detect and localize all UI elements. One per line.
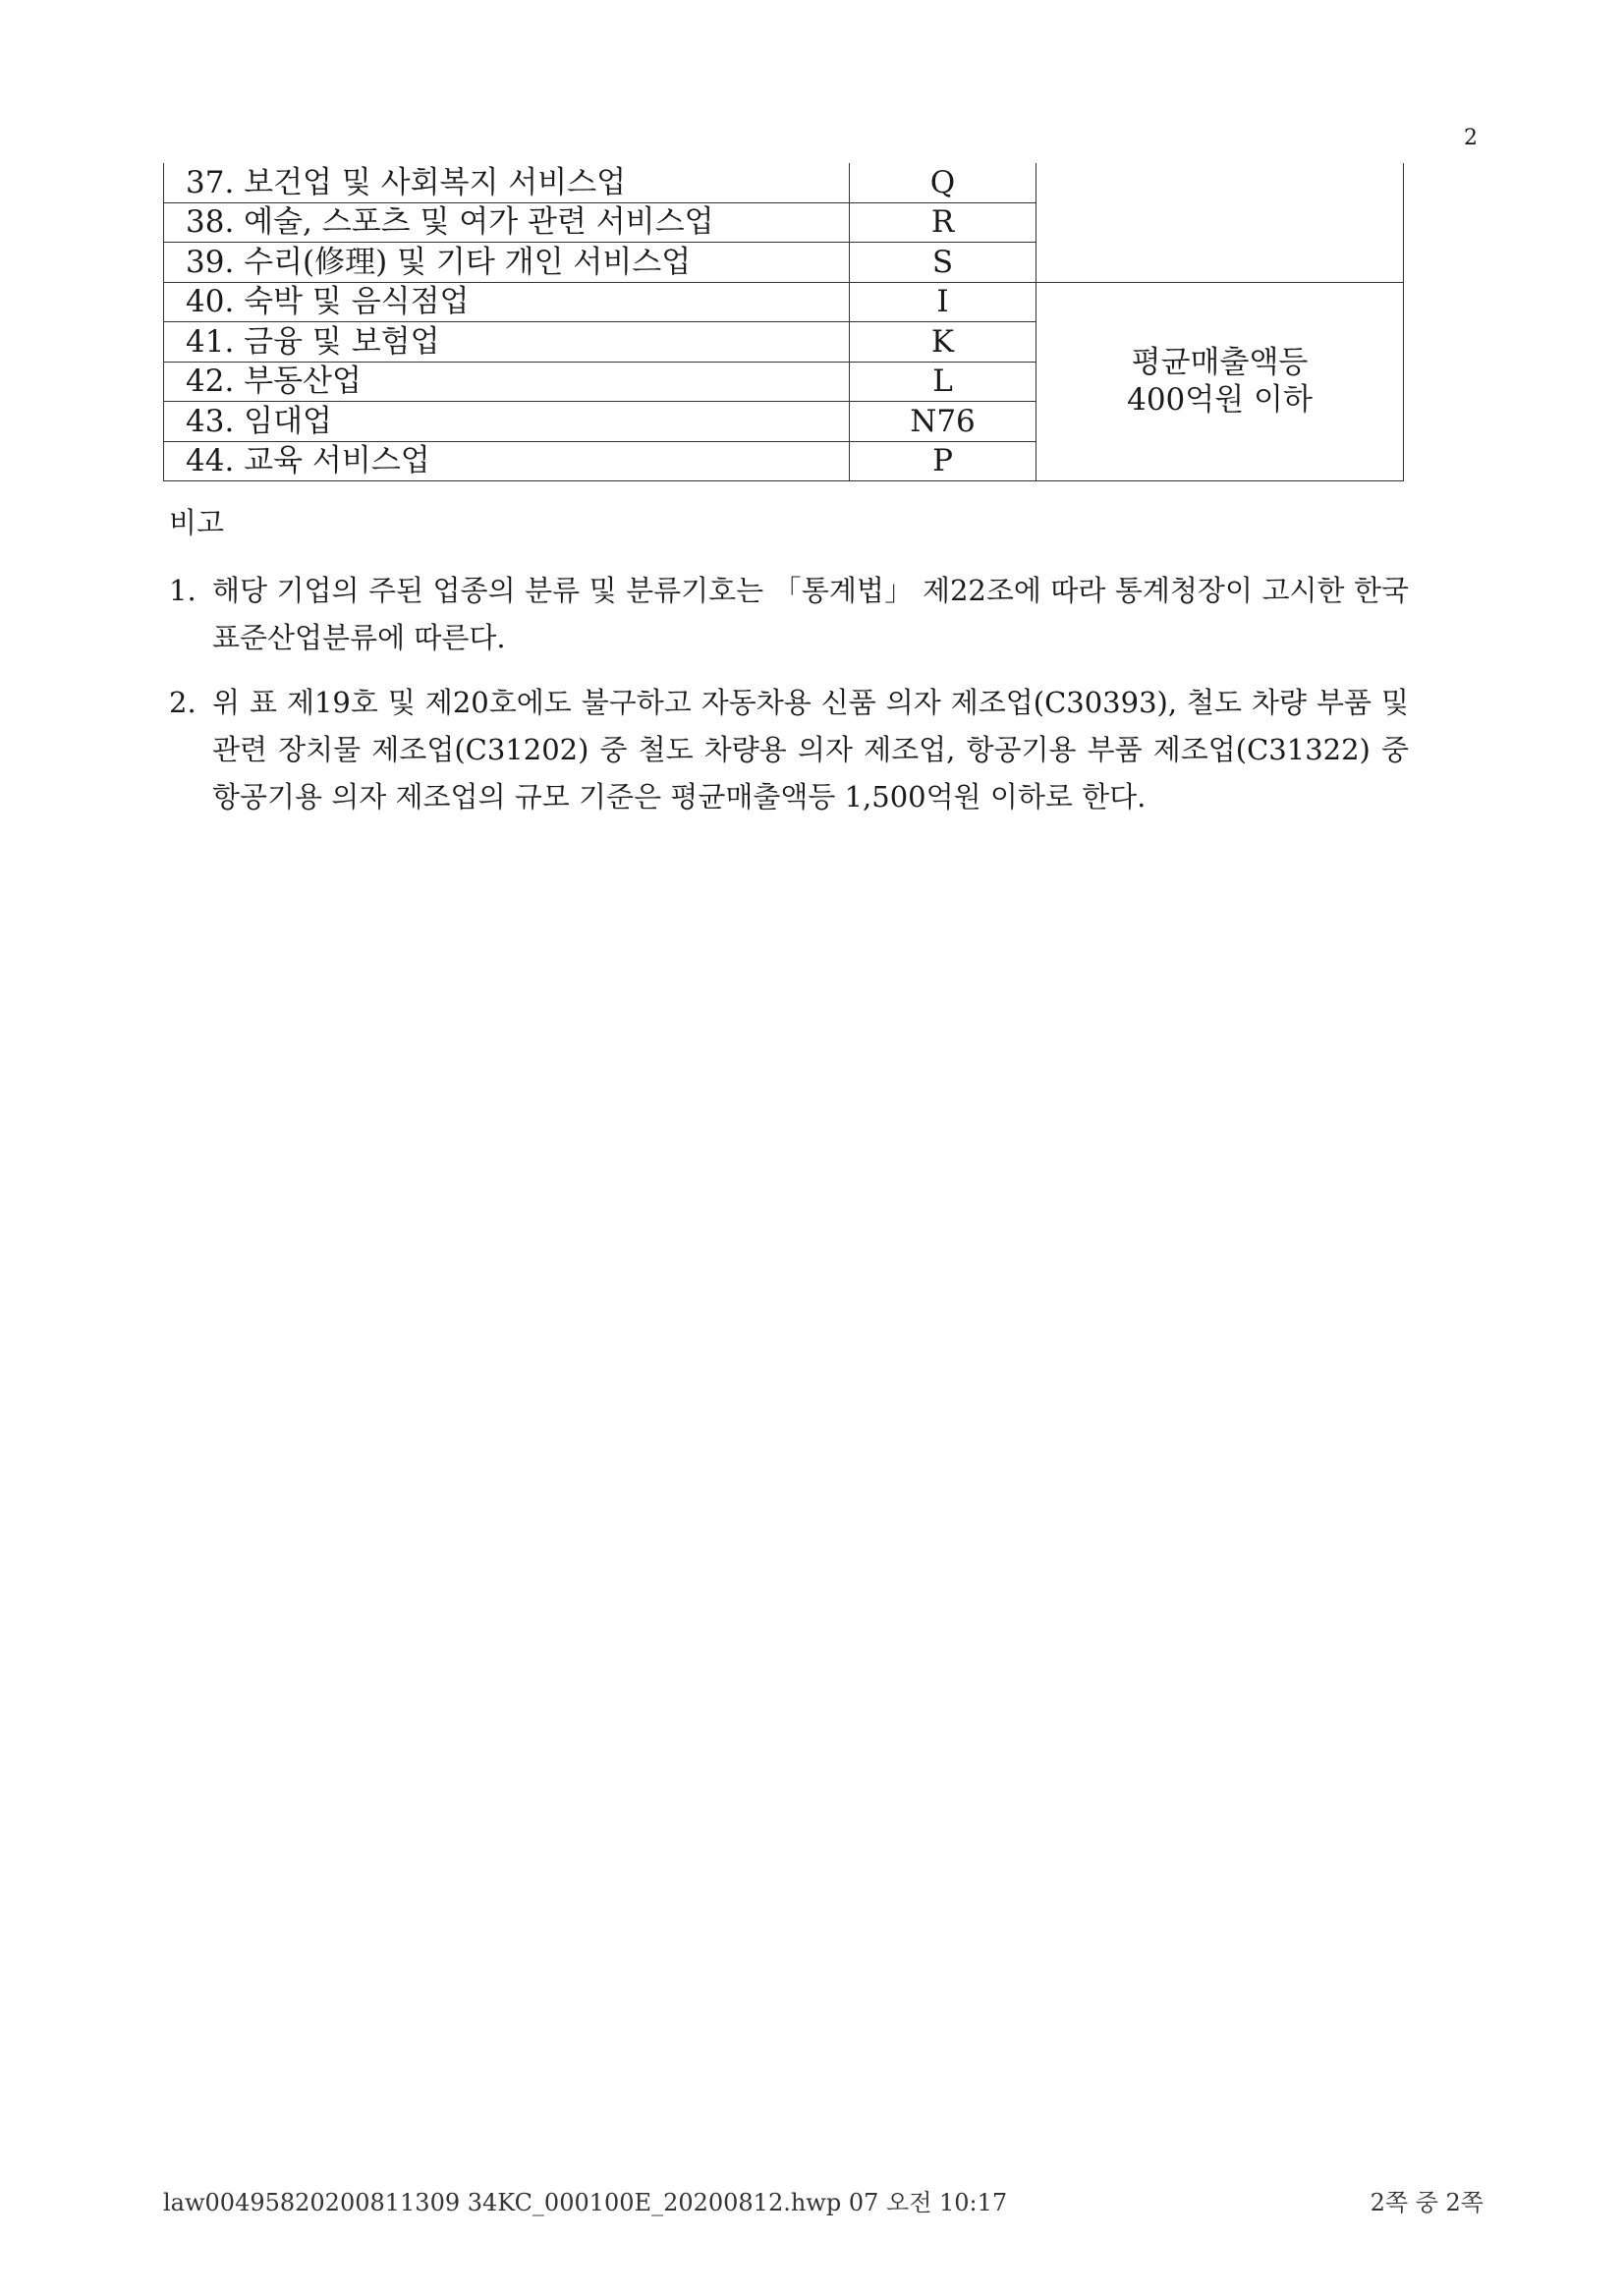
- size-standard-cell-continued: [1036, 163, 1404, 282]
- remark-item: [169, 679, 1409, 820]
- industry-name: 37. 보건업 및 사회복지 서비스업: [164, 163, 850, 202]
- remark-text: 위 표 제19호 및 제20호에도 불구하고 자동차용 신품 의자 제조업(C30393), 철도 차량 부품 및 관련 장치물 제조업(C31202) 중 철도 차량용 의자 제조업, 항공기용 부품 제조업(C31322) 중 항공기용 의자 제조업의 규모 기준은 평균매출액등 1,500억원 이하로 한다.: [212, 686, 1409, 813]
- remark-text: 해당 기업의 주된 업종의 분류 및 분류기호는 「통계법」 제22조에 따라 통계청장이 고시한 한국표준산업분류에 따른다.: [212, 574, 1409, 654]
- industry-name: 38. 예술, 스포츠 및 여가 관련 서비스업: [164, 202, 850, 243]
- remark-item: [169, 567, 1409, 661]
- page-number: 2: [1464, 126, 1478, 150]
- table-row: [164, 282, 1404, 322]
- footer-file-info: law00495820200811309 34KC_000100E_20200812.hwp 07 오전 10:17: [163, 2189, 1008, 2216]
- industry-code: R: [850, 202, 1036, 243]
- industry-name: 42. 부동산업: [164, 362, 850, 402]
- footer-page-count: 2쪽 중 2쪽: [1370, 2189, 1484, 2216]
- industry-code: S: [850, 243, 1036, 283]
- table-row: [164, 163, 1404, 202]
- industry-code: I: [850, 282, 1036, 322]
- size-standard-line1: 평균매출액등: [1131, 345, 1309, 381]
- industry-code: Q: [850, 163, 1036, 202]
- industry-name: 41. 금융 및 보험업: [164, 322, 850, 363]
- size-standard-cell: [1036, 282, 1404, 481]
- remark-number: 1.: [169, 574, 196, 607]
- remark-number: 2.: [169, 686, 196, 719]
- industry-name: 39. 수리(修理) 및 기타 개인 서비스업: [164, 243, 850, 283]
- size-standard-line2: 400억원 이하: [1127, 382, 1313, 419]
- industry-code: P: [850, 441, 1036, 481]
- industry-name: 40. 숙박 및 음식점업: [164, 282, 850, 322]
- industry-name: 44. 교육 서비스업: [164, 441, 850, 481]
- remarks-section: [169, 501, 1409, 838]
- industry-size-table: [163, 163, 1404, 481]
- remarks-heading: 비고: [169, 506, 225, 539]
- industry-code: N76: [850, 402, 1036, 442]
- industry-code: L: [850, 362, 1036, 402]
- industry-code: K: [850, 322, 1036, 363]
- industry-name: 43. 임대업: [164, 402, 850, 442]
